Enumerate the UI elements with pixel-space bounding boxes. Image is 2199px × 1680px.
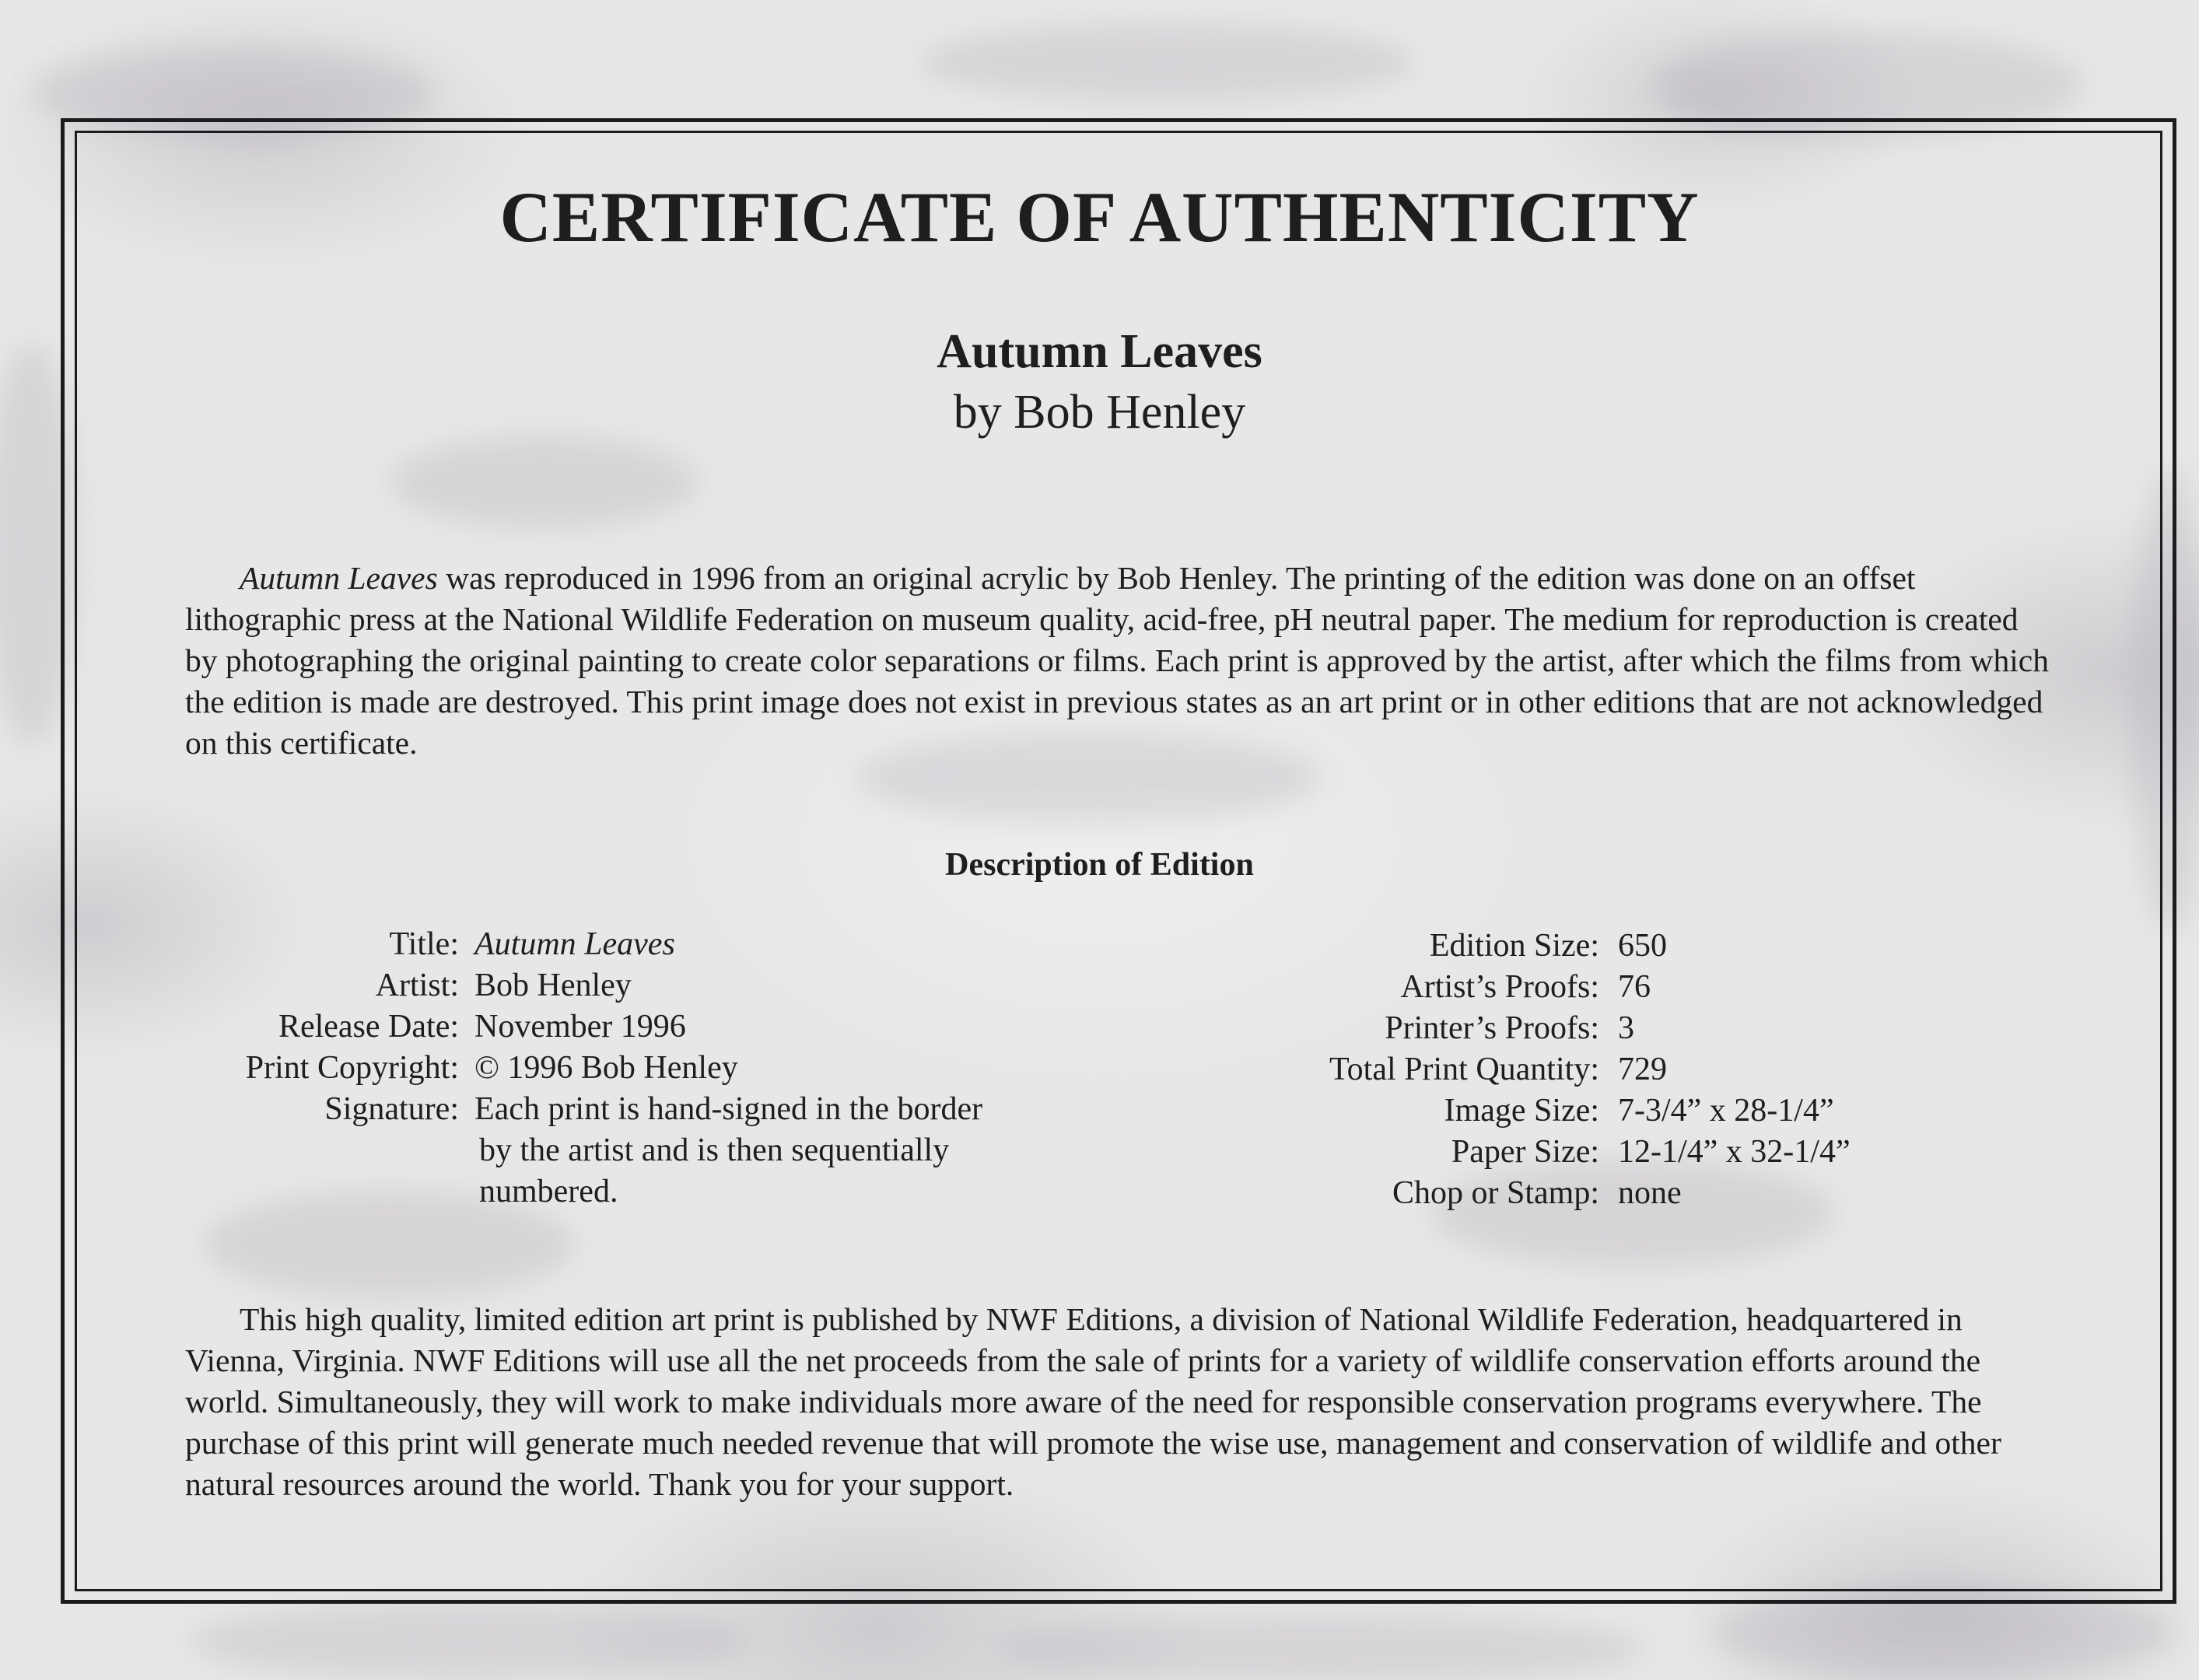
spec-value: 729 — [1618, 1052, 1667, 1087]
spec-row-release-date — [156, 1006, 982, 1048]
spec-value: November 1996 — [474, 1009, 686, 1045]
intro-paragraph — [185, 558, 2052, 764]
spec-row-signature — [156, 1089, 982, 1213]
spec-label: Paper Size: — [1451, 1134, 1599, 1170]
spec-label: Printer’s Proofs: — [1385, 1010, 1599, 1046]
spec-row-title — [156, 924, 982, 965]
spec-row-image-size — [1213, 1090, 1851, 1132]
spec-value: 12-1/4” x 32-1/4” — [1618, 1134, 1851, 1170]
edition-details-right — [1213, 926, 1851, 1214]
spec-label: Print Copyright: — [245, 1050, 459, 1086]
signature-line: numbered. — [479, 1174, 618, 1209]
spec-row-paper-size — [1213, 1132, 1851, 1173]
spec-value: © 1996 Bob Henley — [474, 1050, 738, 1086]
spec-row-print-copyright — [156, 1048, 982, 1089]
spec-value: Autumn Leaves — [474, 926, 675, 962]
intro-italic-title: Autumn Leaves — [240, 560, 438, 596]
spec-row-total-print-quantity — [1213, 1049, 1851, 1090]
spec-label: Image Size: — [1444, 1093, 1599, 1129]
spec-row-chop-or-stamp — [1213, 1173, 1851, 1214]
edition-heading: Description of Edition — [945, 847, 1254, 883]
intro-text: was reproduced in 1996 from an original acrylic by Bob Henley. The printing of the edition was done on an offset lithographic press at the National Wildlife Federation on museum quality, acid-free, pH neutral paper. The medium for reproduction is created by photographing the original painting to create color separations or films. Each print is approved by the artist, after which the films from which the edition is made are destroyed. This print image does not exist in previous states as an art print or in other editions that are not acknowledged on this certificate. — [185, 560, 2049, 761]
closing-paragraph — [185, 1299, 2052, 1505]
signature-line: Each print is hand-signed in the border — [474, 1091, 983, 1127]
spec-value: none — [1618, 1175, 1682, 1211]
spec-label: Artist: — [375, 968, 459, 1003]
spec-value: Bob Henley — [474, 968, 632, 1003]
certificate-title: CERTIFICATE OF AUTHENTICITY — [499, 177, 1700, 257]
spec-label: Total Print Quantity: — [1329, 1052, 1599, 1087]
print-title: Autumn Leaves — [937, 325, 1262, 378]
spec-label: Release Date: — [278, 1009, 459, 1045]
spec-row-edition-size — [1213, 926, 1851, 967]
edition-details-left — [156, 924, 982, 1213]
spec-row-artist — [156, 965, 982, 1006]
signature-description — [474, 1089, 982, 1213]
spec-row-artists-proofs — [1213, 967, 1851, 1008]
spec-value: 7-3/4” x 28-1/4” — [1618, 1093, 1834, 1129]
spec-label: Signature: — [324, 1091, 459, 1127]
spec-row-printers-proofs — [1213, 1008, 1851, 1049]
signature-line: by the artist and is then sequentially — [479, 1132, 950, 1168]
spec-label: Title: — [389, 926, 459, 962]
spec-value: 3 — [1618, 1010, 1634, 1046]
closing-text: This high quality, limited edition art print is published by NWF Editions, a division of National Wildlife Federation, headquartered in Vienna, Virginia. NWF Editions will use all the net proceeds from the sale of prints for a variety of wildlife conservation efforts around the world. Simultaneously, they will work to make individuals more aware of the need for responsible conservation programs everywhere. The purchase of this print will generate much needed revenue that will promote the wise use, management and conservation of wildlife and other natural resources around the world. Thank you for your support. — [185, 1301, 2001, 1502]
spec-value: 76 — [1618, 969, 1651, 1005]
spec-label: Chop or Stamp: — [1392, 1175, 1599, 1211]
spec-label: Edition Size: — [1429, 928, 1599, 964]
spec-label: Artist’s Proofs: — [1400, 969, 1599, 1005]
spec-value: 650 — [1618, 928, 1667, 964]
artist-byline: by Bob Henley — [953, 386, 1246, 439]
